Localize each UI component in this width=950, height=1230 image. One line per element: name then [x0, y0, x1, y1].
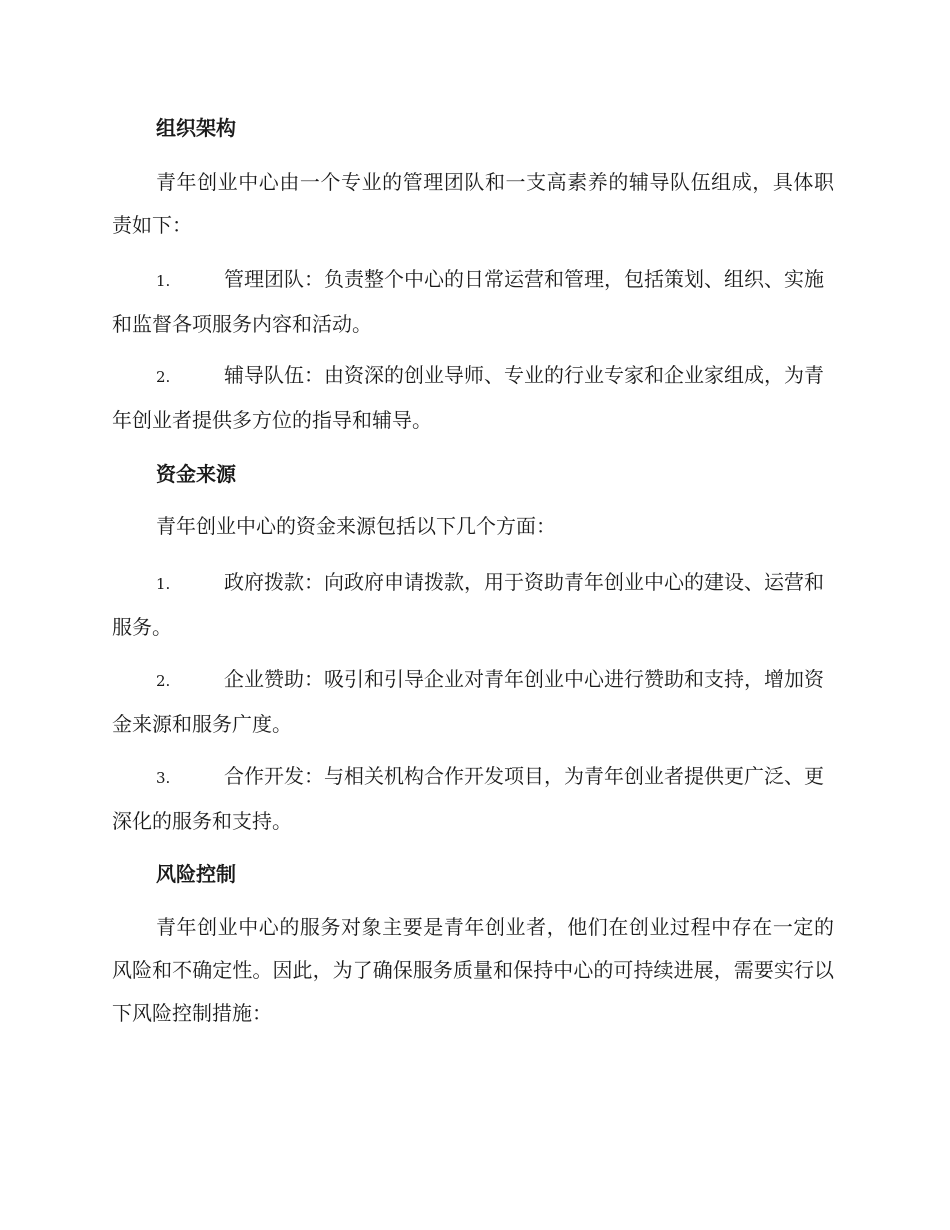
list-item	[112, 258, 834, 346]
section-intro-organization: 青年创业中心由一个专业的管理团队和一支高素养的辅导队伍组成，具体职责如下：	[112, 170, 834, 237]
list-item	[112, 755, 834, 843]
list-item-text: 政府拨款：向政府申请拨款，用于资助青年创业中心的建设、运营和服务。	[112, 570, 824, 639]
list-item-text: 企业赞助：吸引和引导企业对青年创业中心进行赞助和支持，增加资金来源和服务广度。	[112, 667, 824, 736]
list-item-number: 3.	[156, 769, 171, 787]
list-item-number: 2.	[156, 368, 171, 386]
section-heading-risk: 风险控制	[156, 862, 236, 886]
section-heading-organization: 组织架构	[156, 116, 236, 140]
list-item-number: 1.	[156, 575, 171, 593]
list-item-text: 辅导队伍：由资深的创业导师、专业的行业专家和企业家组成，为青年创业者提供多方位的指导和辅导。	[112, 363, 824, 432]
section-intro-funding: 青年创业中心的资金来源包括以下几个方面：	[156, 514, 556, 538]
list-item-number: 1.	[156, 272, 171, 290]
list-item-text: 合作开发：与相关机构合作开发项目，为青年创业者提供更广泛、更深化的服务和支持。	[112, 764, 824, 833]
list-item	[112, 561, 834, 649]
list-item-number: 2.	[156, 672, 171, 690]
section-heading-funding: 资金来源	[156, 462, 236, 486]
list-item-text: 管理团队：负责整个中心的日常运营和管理，包括策划、组织、实施和监督各项服务内容和活动。	[112, 267, 824, 336]
list-item	[112, 658, 834, 746]
section-intro-risk: 青年创业中心的服务对象主要是青年创业者，他们在创业过程中存在一定的风险和不确定性。因此，为了确保服务质量和保持中心的可持续进展，需要实行以下风险控制措施：	[112, 915, 834, 1025]
list-item	[112, 354, 834, 442]
